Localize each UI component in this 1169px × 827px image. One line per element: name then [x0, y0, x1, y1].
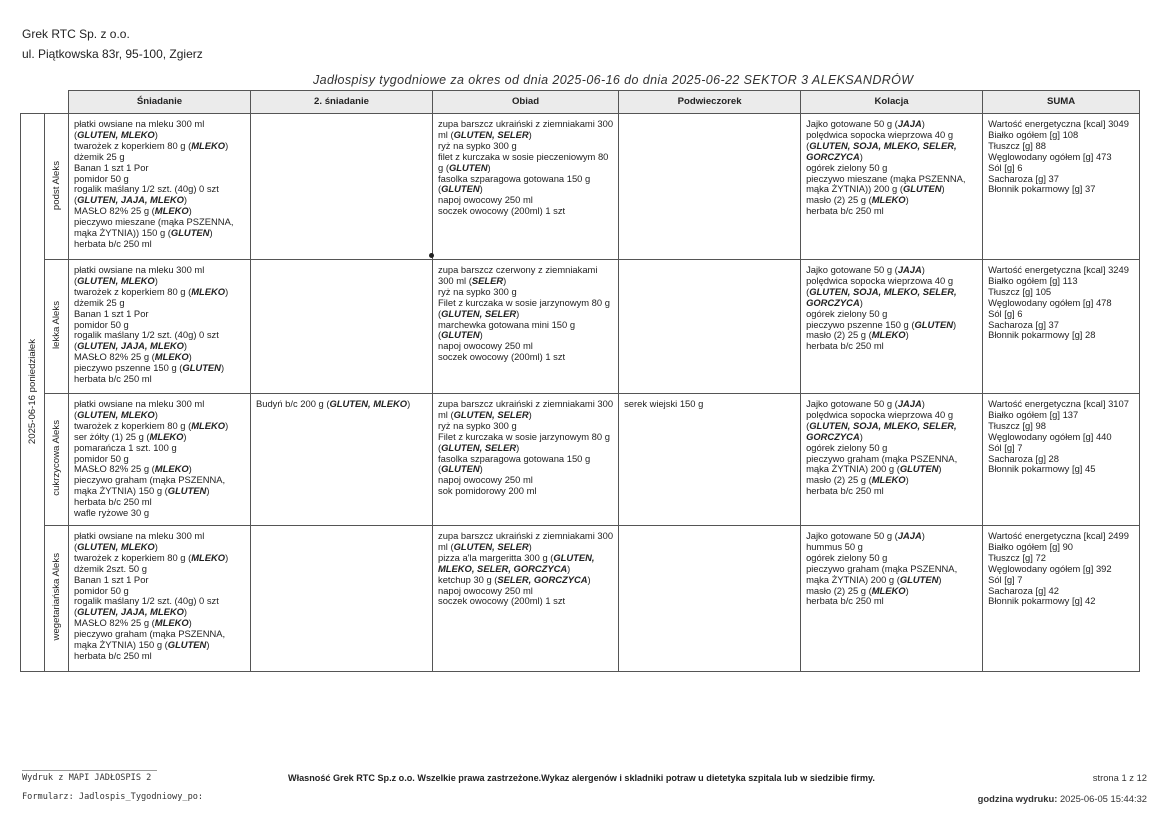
menu-item-line: (GLUTEN) — [438, 329, 483, 341]
dinner-cell — [801, 526, 983, 672]
nutrition-line: Wartość energetyczna [kcal] 3049 — [988, 118, 1129, 129]
menu-item-line: ryż na sypko 300 g — [438, 419, 517, 431]
menu-item-line: Filet z kurczaka w sosie jarzynowym 80 g — [438, 296, 610, 308]
diet-label-cell — [45, 114, 69, 260]
column-header-lunch: Obiad — [433, 91, 619, 114]
menu-item-line: wafle ryżowe 30 g — [74, 507, 150, 519]
nutrition-line: Białko ogółem [g] 108 — [988, 128, 1079, 140]
nutrition-line: Węglowodany ogółem [g] 473 — [988, 150, 1112, 162]
day-label-cell — [21, 114, 45, 672]
printout-source: Wydruk z MAPI JADŁOSPIS 2 — [22, 773, 152, 783]
menu-item-line: (GLUTEN) — [438, 463, 483, 475]
menu-item-line: MASŁO 82% 25 g (MLEKO) — [74, 351, 192, 363]
nutrition-line: Sacharoza [g] 28 — [988, 452, 1059, 464]
menu-item-line: pizza a'la margeritta 300 g (GLUTEN, — [438, 551, 595, 563]
menu-item-line: mąka ŻYTNIA) 150 g (GLUTEN) — [74, 639, 210, 651]
menu-item-line: (GLUTEN, SELER) — [438, 441, 520, 453]
breakfast-cell — [69, 260, 251, 394]
menu-item-line: herbata b/c 250 ml — [806, 340, 884, 352]
nutrition-line: Błonnik pokarmowy [g] 37 — [988, 183, 1096, 195]
afternoon-snack-cell — [619, 114, 801, 260]
menu-item-line: Jajko gotowane 50 g (JAJA) — [806, 264, 925, 275]
company-block — [22, 24, 203, 64]
menu-item-line: herbata b/c 250 ml — [74, 373, 152, 385]
day-label: 2025-06-16 poniedziałek — [26, 338, 38, 444]
menu-item-line: pomidor 50 g — [74, 172, 129, 184]
header-spacer — [21, 91, 45, 114]
menu-item-line: serek wiejski 150 g — [624, 398, 704, 409]
marker-dot — [429, 253, 434, 258]
menu-item-line: hummus 50 g — [806, 540, 863, 552]
menu-item-line: zupa barszcz ukraiński z ziemniakami 300 — [438, 398, 614, 409]
footer-divider — [22, 770, 157, 771]
menu-item-line: płatki owsiane na mleku 300 ml — [74, 530, 205, 541]
second-breakfast-cell — [251, 114, 433, 260]
menu-item-line: Banan 1 szt 1 Por — [74, 307, 149, 319]
menu-item-line: (GLUTEN) — [438, 183, 483, 195]
menu-item-line: dżemik 25 g — [74, 150, 125, 162]
nutrition-line: Wartość energetyczna [kcal] 3249 — [988, 264, 1129, 275]
page-number: strona 1 z 12 — [1092, 772, 1147, 783]
menu-item-line: soczek owocowy (200ml) 1 szt — [438, 351, 566, 363]
menu-item-line: MASŁO 82% 25 g (MLEKO) — [74, 617, 192, 629]
dinner-cell — [801, 114, 983, 260]
nutrition-line: Tłuszcz [g] 72 — [988, 551, 1046, 563]
menu-item-line: MASŁO 82% 25 g (MLEKO) — [74, 205, 192, 217]
sum-cell — [983, 114, 1140, 260]
menu-item-line: Banan 1 szt 1 Por — [74, 161, 149, 173]
form-name: Formularz: Jadlospis_Tygodniowy_po: — [22, 792, 204, 802]
menu-item-line: pomarańcza 1 szt. 100 g — [74, 441, 177, 453]
menu-item-line: pieczywo graham (mąka PSZENNA, — [806, 562, 958, 574]
menu-item-line: mąka ŻYTNIA) 150 g (GLUTEN) — [74, 485, 210, 497]
menu-item-line: Jajko gotowane 50 g (JAJA) — [806, 398, 925, 409]
menu-item-line: twarożek z koperkiem 80 g (MLEKO) — [74, 419, 229, 431]
diet-label: podst Aleks — [50, 160, 62, 210]
menu-item-line: napoj owocowy 250 ml — [438, 194, 533, 206]
menu-item-line: (GLUTEN, MLEKO) — [74, 408, 158, 420]
menu-item-line: herbata b/c 250 ml — [74, 649, 152, 661]
company-address: ul. Piątkowska 83r, 95-100, Zgierz — [22, 47, 203, 61]
second-breakfast-cell — [251, 260, 433, 394]
diet-label: cukrzycowa Aleks — [50, 420, 62, 496]
nutrition-line: Tłuszcz [g] 88 — [988, 139, 1046, 151]
weekly-menu-table — [20, 90, 1140, 672]
nutrition-line: Sól [g] 6 — [988, 307, 1023, 319]
menu-item-line: masło (2) 25 g (MLEKO) — [806, 194, 909, 206]
menu-item-line: mąka ŻYTNIA)) 200 g (GLUTEN) — [806, 183, 945, 195]
diet-row — [21, 114, 1140, 260]
nutrition-line: Sól [g] 7 — [988, 441, 1023, 453]
menu-item-line: Jajko gotowane 50 g (JAJA) — [806, 530, 925, 541]
nutrition-line: Wartość energetyczna [kcal] 3107 — [988, 398, 1129, 409]
menu-item-line: pomidor 50 g — [74, 452, 129, 464]
menu-item-line: pomidor 50 g — [74, 584, 129, 596]
menu-item-line: (GLUTEN, SOJA, MLEKO, SELER, — [806, 139, 957, 151]
menu-item-line: napoj owocowy 250 ml — [438, 584, 533, 596]
lunch-cell — [433, 394, 619, 526]
nutrition-line: Białko ogółem [g] 90 — [988, 540, 1074, 552]
nutrition-line: Białko ogółem [g] 113 — [988, 274, 1078, 286]
menu-item-line: herbata b/c 250 ml — [74, 237, 152, 249]
menu-item-line: pieczywo mieszane (mąka PSZENNA, — [74, 216, 234, 228]
nutrition-line: Węglowodany ogółem [g] 478 — [988, 296, 1112, 308]
diet-row — [21, 526, 1140, 672]
diet-label: wegetariańska Aleks — [50, 553, 62, 641]
lunch-cell — [433, 114, 619, 260]
menu-item-line: (GLUTEN, MLEKO) — [74, 540, 158, 552]
afternoon-snack-cell — [619, 526, 801, 672]
second-breakfast-cell — [251, 394, 433, 526]
menu-item-line: dżemik 25 g — [74, 296, 125, 308]
menu-item-line: twarożek z koperkiem 80 g (MLEKO) — [74, 139, 229, 151]
diet-label-cell — [45, 526, 69, 672]
nutrition-line: Tłuszcz [g] 98 — [988, 419, 1046, 431]
menu-item-line: Jajko gotowane 50 g (JAJA) — [806, 118, 925, 129]
afternoon-snack-cell — [619, 260, 801, 394]
menu-item-line: GORCZYCA) — [806, 430, 863, 442]
menu-item-line: g (GLUTEN) — [438, 161, 491, 173]
menu-item-line: sok pomidorowy 200 ml — [438, 485, 537, 497]
nutrition-line: Sól [g] 6 — [988, 161, 1023, 173]
menu-item-line: pieczywo graham (mąka PSZENNA, — [74, 474, 226, 486]
dinner-cell — [801, 260, 983, 394]
header-spacer — [45, 91, 69, 114]
menu-item-line: twarożek z koperkiem 80 g (MLEKO) — [74, 285, 229, 297]
nutrition-line: Sól [g] 7 — [988, 573, 1023, 585]
menu-item-line: marchewka gotowana mini 150 g — [438, 318, 576, 330]
menu-item-line: herbata b/c 250 ml — [806, 485, 884, 497]
diet-row — [21, 260, 1140, 394]
menu-item-line: ryż na sypko 300 g — [438, 285, 517, 297]
print-time-label: godzina wydruku: — [977, 793, 1058, 804]
lunch-cell — [433, 526, 619, 672]
menu-item-line: mąka ŻYTNIA) 200 g (GLUTEN) — [806, 463, 942, 475]
breakfast-cell — [69, 526, 251, 672]
report-title: Jadłospisy tygodniowe za okres od dnia 2025-06-16 do dnia 2025-06-22 SEKTOR 3 ALEKSANDRÓW — [313, 73, 914, 87]
afternoon-snack-cell — [619, 394, 801, 526]
lunch-cell — [433, 260, 619, 394]
menu-item-line: napoj owocowy 250 ml — [438, 340, 533, 352]
menu-item-line: pieczywo graham (mąka PSZENNA, — [806, 452, 958, 464]
menu-item-line: masło (2) 25 g (MLEKO) — [806, 329, 909, 341]
menu-item-line: polędwica sopocka wieprzowa 40 g — [806, 408, 954, 420]
menu-item-line: soczek owocowy (200ml) 1 szt — [438, 205, 566, 217]
nutrition-line: Wartość energetyczna [kcal] 2499 — [988, 530, 1129, 541]
nutrition-line: Sacharoza [g] 37 — [988, 172, 1059, 184]
header-row — [21, 91, 1140, 114]
menu-item-line: ogórek zielony 50 g — [806, 441, 888, 453]
menu-item-line: filet z kurczaka w sosie pieczeniowym 80 — [438, 150, 609, 162]
menu-body — [21, 114, 1140, 672]
menu-item-line: ogórek zielony 50 g — [806, 551, 888, 563]
menu-item-line: zupa barszcz czerwony z ziemniakami — [438, 264, 598, 275]
dinner-cell — [801, 394, 983, 526]
menu-item-line: (GLUTEN, SOJA, MLEKO, SELER, — [806, 419, 957, 431]
menu-item-line: (GLUTEN, JAJA, MLEKO) — [74, 340, 188, 352]
column-header-breakfast: Śniadanie — [69, 91, 251, 114]
menu-item-line: masło (2) 25 g (MLEKO) — [806, 584, 909, 596]
menu-item-line: rogalik maślany 1/2 szt. (40g) 0 szt — [74, 595, 219, 607]
menu-item-line: pomidor 50 g — [74, 318, 129, 330]
menu-item-line: napoj owocowy 250 ml — [438, 474, 533, 486]
sum-cell — [983, 394, 1140, 526]
nutrition-line: Węglowodany ogółem [g] 392 — [988, 562, 1112, 574]
sum-cell — [983, 260, 1140, 394]
menu-item-line: rogalik maślany 1/2 szt. (40g) 0 szt — [74, 329, 219, 341]
breakfast-cell — [69, 114, 251, 260]
menu-item-line: polędwica sopocka wieprzowa 40 g — [806, 128, 954, 140]
menu-item-line: mąka ŻYTNIA) 200 g (GLUTEN) — [806, 573, 942, 585]
menu-item-line: masło (2) 25 g (MLEKO) — [806, 474, 909, 486]
column-header-second-breakfast: 2. śniadanie — [251, 91, 433, 114]
nutrition-line: Węglowodany ogółem [g] 440 — [988, 430, 1112, 442]
print-time — [978, 793, 1147, 804]
menu-item-line: MLEKO, SELER, GORCZYCA) — [438, 562, 571, 574]
menu-item-line: ser żółty (1) 25 g (MLEKO) — [74, 430, 187, 442]
menu-item-line: fasolka szparagowa gotowana 150 g — [438, 172, 591, 184]
menu-item-line: zupa barszcz ukraiński z ziemniakami 300 — [438, 530, 614, 541]
print-time-value: 2025-06-05 15:44:32 — [1059, 793, 1147, 804]
nutrition-line: Błonnik pokarmowy [g] 45 — [988, 463, 1096, 475]
menu-item-line: pieczywo mieszane (mąka PSZENNA, — [806, 172, 966, 184]
menu-item-line: ml (GLUTEN, SELER) — [438, 128, 532, 140]
menu-item-line: ryż na sypko 300 g — [438, 139, 517, 151]
column-header-afternoon-snack: Podwieczorek — [619, 91, 801, 114]
menu-item-line: fasolka szparagowa gotowana 150 g — [438, 452, 591, 464]
menu-item-line: rogalik maślany 1/2 szt. (40g) 0 szt — [74, 183, 219, 195]
breakfast-cell — [69, 394, 251, 526]
menu-item-line: płatki owsiane na mleku 300 ml — [74, 398, 205, 409]
menu-item-line: (GLUTEN, SELER) — [438, 307, 520, 319]
menu-item-line: herbata b/c 250 ml — [74, 496, 152, 508]
menu-item-line: ogórek zielony 50 g — [806, 161, 888, 173]
nutrition-line: Sacharoza [g] 42 — [988, 584, 1059, 596]
nutrition-line: Białko ogółem [g] 137 — [988, 408, 1079, 420]
diet-label: lekka Aleks — [50, 301, 62, 350]
company-name: Grek RTC Sp. z o.o. — [22, 27, 130, 41]
nutrition-line: Sacharoza [g] 37 — [988, 318, 1059, 330]
menu-item-line: GORCZYCA) — [806, 150, 863, 162]
menu-item-line: herbata b/c 250 ml — [806, 205, 884, 217]
menu-item-line: (GLUTEN, MLEKO) — [74, 274, 158, 286]
nutrition-line: Błonnik pokarmowy [g] 28 — [988, 329, 1096, 341]
menu-item-line: ml (GLUTEN, SELER) — [438, 540, 532, 552]
menu-item-line: herbata b/c 250 ml — [806, 595, 884, 607]
column-header-sum: SUMA — [983, 91, 1140, 114]
menu-item-line: pieczywo pszenne 150 g (GLUTEN) — [806, 318, 957, 330]
menu-item-line: Banan 1 szt 1 Por — [74, 573, 149, 585]
menu-item-line: mąka ŻYTNIA)) 150 g (GLUTEN) — [74, 227, 213, 239]
column-header-dinner: Kolacja — [801, 91, 983, 114]
menu-item-line: pieczywo graham (mąka PSZENNA, — [74, 628, 226, 640]
menu-item-line: płatki owsiane na mleku 300 ml — [74, 264, 205, 275]
menu-item-line: płatki owsiane na mleku 300 ml — [74, 118, 205, 129]
ownership-note: Własność Grek RTC Sp.z o.o. Wszelkie prawa zastrzeżone.Wykaz alergenów i skladniki potraw u dietetyka szpitala lub w siedzibie firmy. — [288, 773, 875, 783]
menu-item-line: GORCZYCA) — [806, 296, 863, 308]
diet-row — [21, 394, 1140, 526]
nutrition-line: Tłuszcz [g] 105 — [988, 285, 1052, 297]
menu-item-line: twarożek z koperkiem 80 g (MLEKO) — [74, 551, 229, 563]
menu-item-line: (GLUTEN, MLEKO) — [74, 128, 158, 140]
second-breakfast-cell — [251, 526, 433, 672]
menu-item-line: Budyń b/c 200 g (GLUTEN, MLEKO) — [256, 398, 411, 409]
menu-item-line: ogórek zielony 50 g — [806, 307, 888, 319]
sum-cell — [983, 526, 1140, 672]
menu-item-line: polędwica sopocka wieprzowa 40 g — [806, 274, 954, 286]
menu-item-line: pieczywo pszenne 150 g (GLUTEN) — [74, 362, 225, 374]
menu-item-line: zupa barszcz ukraiński z ziemniakami 300 — [438, 118, 614, 129]
diet-label-cell — [45, 394, 69, 526]
menu-item-line: (GLUTEN, SOJA, MLEKO, SELER, — [806, 285, 957, 297]
menu-item-line: MASŁO 82% 25 g (MLEKO) — [74, 463, 192, 475]
nutrition-line: Błonnik pokarmowy [g] 42 — [988, 595, 1096, 607]
menu-item-line: Filet z kurczaka w sosie jarzynowym 80 g — [438, 430, 610, 442]
menu-item-line: (GLUTEN, JAJA, MLEKO) — [74, 194, 188, 206]
menu-item-line: ml (GLUTEN, SELER) — [438, 408, 532, 420]
menu-item-line: dżemik 2szt. 50 g — [74, 562, 147, 574]
menu-item-line: soczek owocowy (200ml) 1 szt — [438, 595, 566, 607]
menu-item-line: (GLUTEN, JAJA, MLEKO) — [74, 606, 188, 618]
menu-item-line: ketchup 30 g (SELER, GORCZYCA) — [438, 573, 591, 585]
menu-item-line: 300 ml (SELER) — [438, 274, 507, 286]
diet-label-cell — [45, 260, 69, 394]
